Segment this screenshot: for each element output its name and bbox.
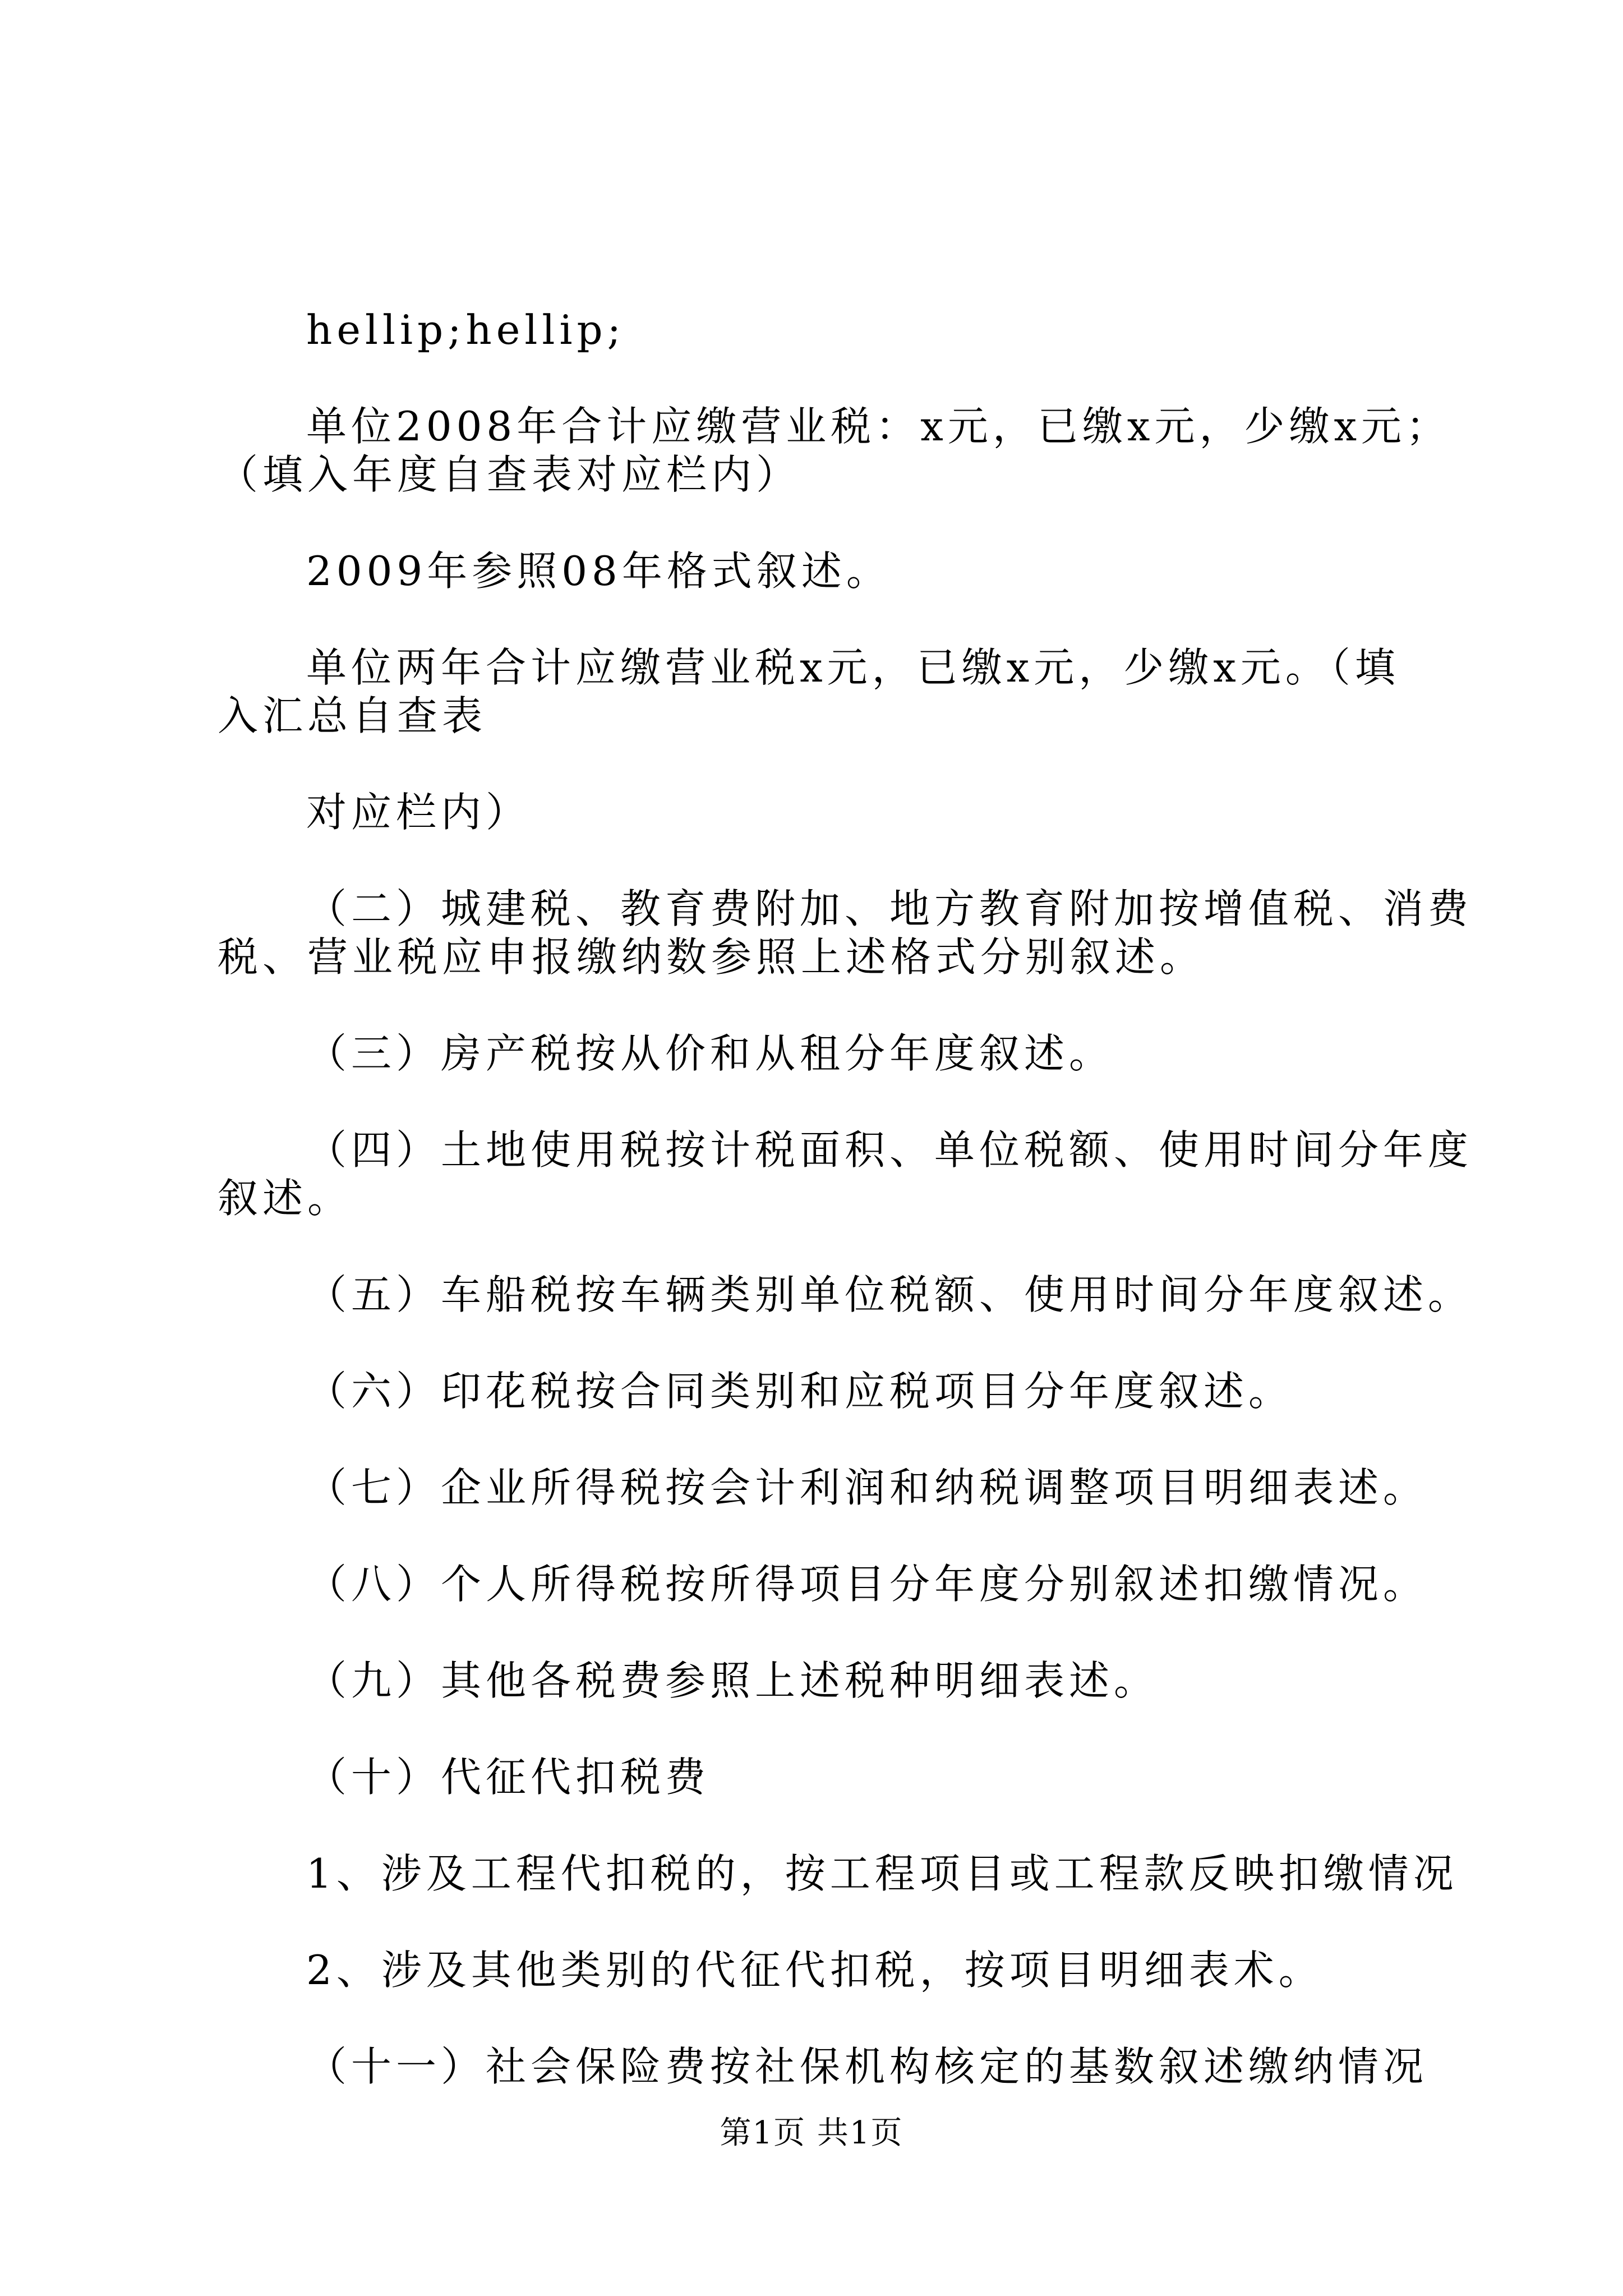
text-line: 税、营业税应申报缴纳数参照上述格式分别叙述。 (218, 933, 1205, 981)
text-line: （填入年度自查表对应栏内） (218, 451, 801, 498)
text-line: 1、涉及工程代扣税的，按工程项目或工程款反映扣缴情况 (306, 1850, 1458, 1897)
text-line: （五）车船税按车辆类别单位税额、使用时间分年度叙述。 (306, 1271, 1473, 1318)
document-body (218, 306, 1473, 2091)
text-line: 入汇总自查表 (218, 692, 487, 739)
text-line: （十）代征代扣税费 (306, 1754, 711, 1801)
page-number-footer: 第1页 共1页 (720, 2115, 903, 2151)
text-line: （七）企业所得税按会计利润和纳税调整项目明细表述。 (306, 1464, 1428, 1511)
text-line: 叙述。 (218, 1175, 353, 1222)
text-line: （二）城建税、教育费附加、地方教育附加按增值税、消费 (306, 885, 1473, 932)
text-line: 2009年参照08年格式叙述。 (306, 547, 891, 595)
text-line: （六）印花税按合同类别和应税项目分年度叙述。 (306, 1368, 1294, 1415)
text-line: hellip;hellip; (306, 306, 625, 353)
text-line: （十一）社会保险费按社保机构核定的基数叙述缴纳情况 (306, 2043, 1428, 2090)
text-line: 单位两年合计应缴营业税x元，已缴x元，少缴x元。（填 (306, 644, 1400, 691)
text-line: （三）房产税按从价和从租分年度叙述。 (306, 1030, 1114, 1077)
text-line: 单位2008年合计应缴营业税：x元，已缴x元，少缴x元； (306, 403, 1451, 450)
text-line: （四）土地使用税按计税面积、单位税额、使用时间分年度 (306, 1126, 1473, 1174)
text-line: 2、涉及其他类别的代征代扣税，按项目明细表术。 (306, 1947, 1324, 1994)
text-line: （八）个人所得税按所得项目分年度分别叙述扣缴情况。 (306, 1561, 1428, 1608)
text-line: （九）其他各税费参照上述税种明细表述。 (306, 1657, 1159, 1704)
text-line: 对应栏内） (306, 789, 531, 836)
